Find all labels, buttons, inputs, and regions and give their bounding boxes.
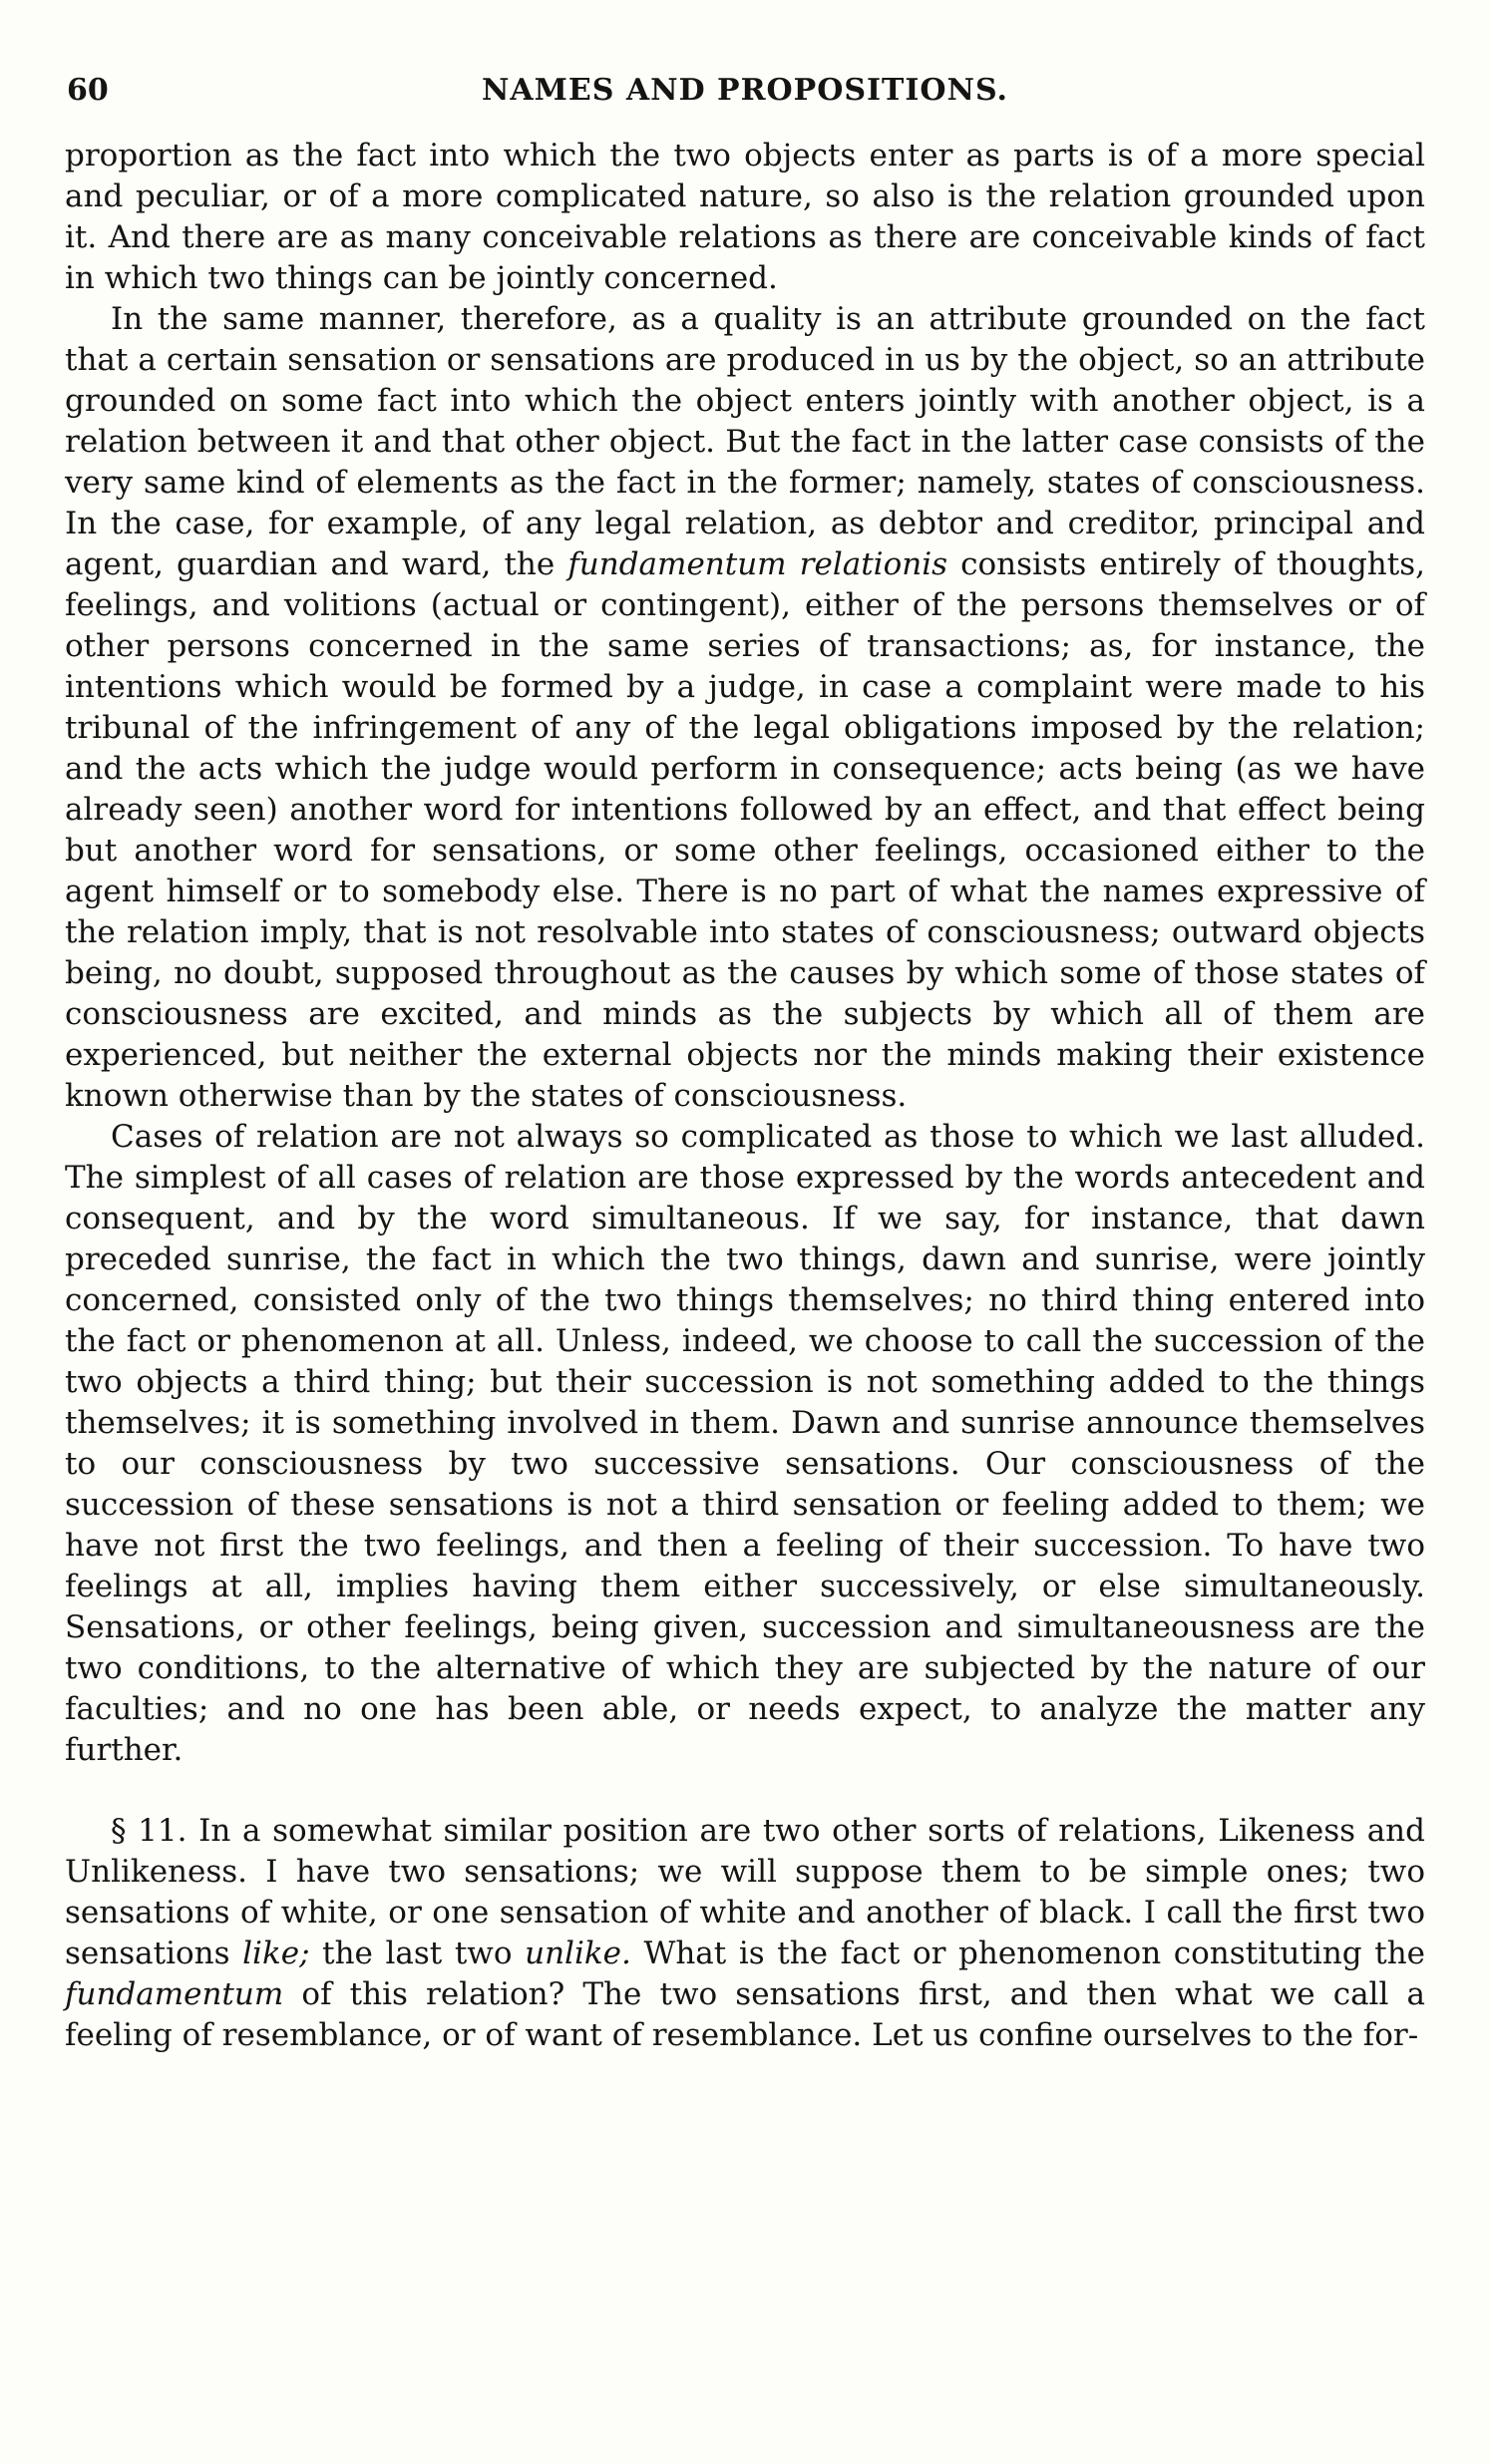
text-run: What is the fact or phenomenon constituting the — [630, 1936, 1426, 1971]
text-run: consists entirely of thoughts, feelings, and volitions (actual or contingent), either of the persons themselves or of other persons concerned in the same series of transactions; as, for instance, the intentions which would be formed by a judge, in case a complaint were made to his tribunal of the infringement of any of the legal obligations imposed by the relation; and the acts which the judge would perform in consequence; acts being (as we have already seen) another word for intentions followed by an effect, and that effect being but another word for sensations, or some other feelings, occasioned either to the agent himself or to somebody else. There is no part of what the names expressive of the relation imply, that is not resolvable into states of consciousness; outward objects being, no doubt, supposed throughout as the causes by which some of those states of consciousness are excited, and minds as the subjects by which all of them are experienced, but neither the external objects nor the minds making their existence known otherwise than by the states of consciousness. — [65, 546, 1425, 1114]
running-title: NAMES AND PROPOSITIONS. — [481, 73, 1008, 108]
text-run: § 11. In a somewhat similar position are two other sorts of relations, Likeness and Unlikeness. I have two sensations; we will suppose them to be simple ones; two sensations of white, or one sensation of white and another of black. I call the first two sensations — [65, 1813, 1425, 1971]
italic-text-run: fundamentum — [65, 1976, 284, 2012]
paragraph — [65, 1811, 1425, 2056]
text-run: of this relation? The two sensations first, and then what we call a feeling of resemblance, or of want of resemblance. Let us confine ourselves to the for- — [65, 1976, 1425, 2053]
italic-text-run: fundamentum relationis — [567, 546, 948, 582]
page-number: 60 — [67, 73, 109, 108]
paragraph — [65, 1117, 1425, 1771]
paragraph — [65, 136, 1425, 299]
text-run: Cases of relation are not always so complicated as those to which we last alluded. The simplest of all cases of relation are those expressed by the words antecedent and consequent, and by the word simultaneous. If we say, for instance, that dawn preceded sunrise, the fact in which the two things, dawn and sunrise, were jointly concerned, consisted only of the two things themselves; no third thing entered into the fact or phenomenon at all. Unless, indeed, we choose to call the succession of the two objects a third thing; but their succession is not something added to the things themselves; it is something involved in them. Dawn and sunrise announce themselves to our consciousness by two successive sensations. Our consciousness of the succession of these sensations is not a third sensation or feeling added to them; we have not first the two feelings, and then a feeling of their succession. To have two feelings at all, implies having them either successively, or else simultaneously. Sensations, or other feelings, being given, succession and simultaneousness are the two conditions, to the alternative of which they are subjected by the nature of our faculties; and no one has been able, or needs expect, to analyze the matter any further. — [65, 1119, 1425, 1768]
page-header — [65, 74, 1425, 108]
page-body — [65, 136, 1425, 2056]
paragraph — [65, 299, 1425, 1117]
text-run: proportion as the fact into which the two objects enter as parts is of a more special and peculiar, or of a more complicated nature, so also is the relation grounded upon it. And there are as many conceivable relations as there are conceivable kinds of fact in which two things can be jointly concerned. — [65, 138, 1425, 296]
text-run: the last two — [309, 1936, 526, 1971]
italic-text-run: like; — [242, 1936, 310, 1971]
italic-text-run: unlike. — [525, 1936, 631, 1971]
text-run: In the same manner, therefore, as a quality is an attribute grounded on the fact that a certain sensation or sensations are produced in us by the object, so an attribute grounded on some fact into which the object enters jointly with another object, is a relation between it and that other object. But the fact in the latter case consists of the very same kind of elements as the fact in the former; namely, states of consciousness. In the case, for example, of any legal relation, as debtor and creditor, principal and agent, guardian and ward, the — [65, 301, 1425, 582]
